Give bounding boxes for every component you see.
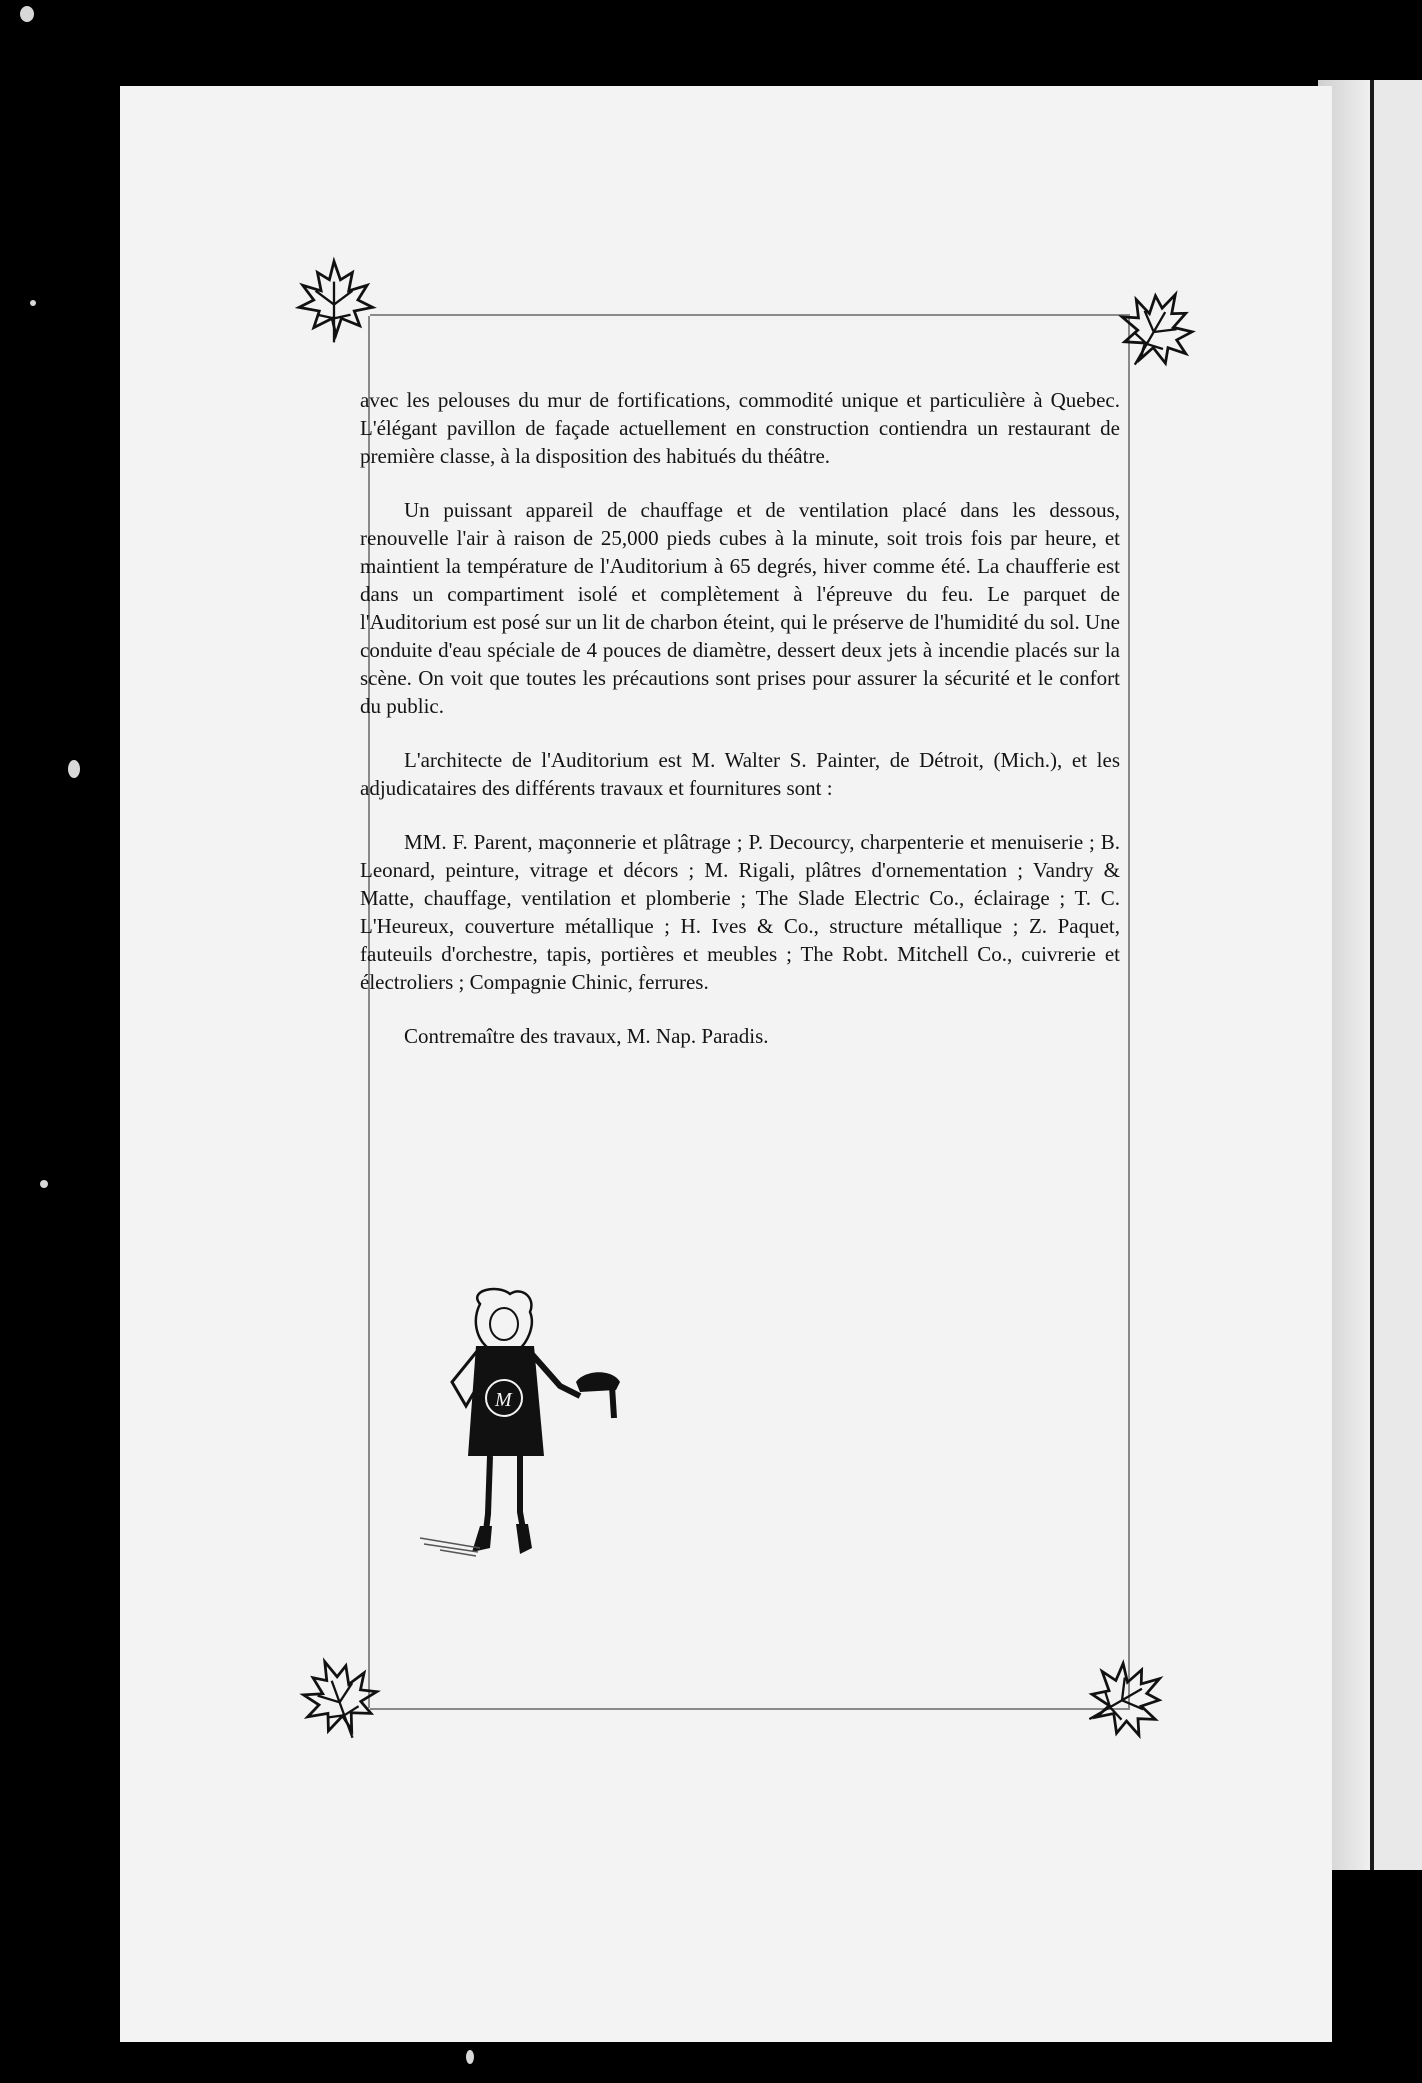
maple-leaf-icon — [1080, 1652, 1172, 1744]
scan-speck — [20, 6, 34, 22]
svg-text:M: M — [495, 1389, 512, 1411]
scan-speck — [466, 2050, 474, 2064]
scan-speck — [68, 760, 80, 778]
paragraph-contractors: MM. F. Parent, maçonnerie et plâtrage ; P. Decourcy, charpenterie et menuiserie ; B. Leonard, peinture, vitrage et décors ; M. Rigali, plâtres d'ornementation ; Vandry & Matte, chauffage, ventilation et plomberie ; The Slade Electric Co., éclairage ; T. C. L'Heureux, couverture métallique ; H. Ives & Co., structure métallique ; Z. Paquet, fauteuils d'orchestre, tapis, portières et meubles ; The Robt. Mitchell Co., cuivrerie et électroliers ; Compagnie Chinic, ferrures. — [360, 830, 1120, 994]
paragraph-architect: L'architecte de l'Auditorium est M. Walter S. Painter, de Détroit, (Mich.), et les adjudicataires des différents travaux et fournitures sont : — [360, 748, 1120, 800]
girl-with-hat-illustration — [380, 1286, 640, 1586]
scan-speck — [30, 300, 36, 306]
paragraph-pavilion: avec les pelouses du mur de fortifications, commodité unique et particulière à Quebec. L'élégant pavillon de façade actuellement en construction contiendra un restaurant de première classe, à la disposition des habitués du théâtre. — [360, 388, 1120, 468]
body-text — [360, 386, 1120, 1076]
frame-bottom-rule — [370, 1708, 1130, 1710]
maple-leaf-icon — [292, 1652, 384, 1744]
maple-leaf-icon — [1110, 282, 1202, 374]
page-fold — [1370, 80, 1374, 1870]
paragraph-heating: Un puissant appareil de chauffage et de ventilation placé dans les dessous, renouvelle l'air à raison de 25,000 pieds cubes à la minute, soit trois fois par heure, et maintient la température de l'Auditorium à 65 degrés, hiver comme été. La chaufferie est dans un compartiment isolé et complètement à l'épreuve du feu. Le parquet de l'Auditorium est posé sur un lit de charbon éteint, qui le préserve de l'humidité du sol. Une conduite d'eau spéciale de 4 pouces de diamètre, dessert deux jets à incendie placés sur la scène. On voit que toutes les précautions sont prises pour assurer la sécurité et le confort du public. — [360, 498, 1120, 718]
frame-top-rule — [370, 314, 1130, 316]
maple-leaf-icon — [288, 254, 380, 346]
scan-speck — [40, 1180, 48, 1188]
adjacent-page-edge — [1318, 80, 1422, 1870]
frame-right-rule — [1128, 316, 1130, 1708]
paragraph-foreman: Contremaître des travaux, M. Nap. Paradis. — [404, 1024, 769, 1048]
document-page — [120, 86, 1332, 2042]
